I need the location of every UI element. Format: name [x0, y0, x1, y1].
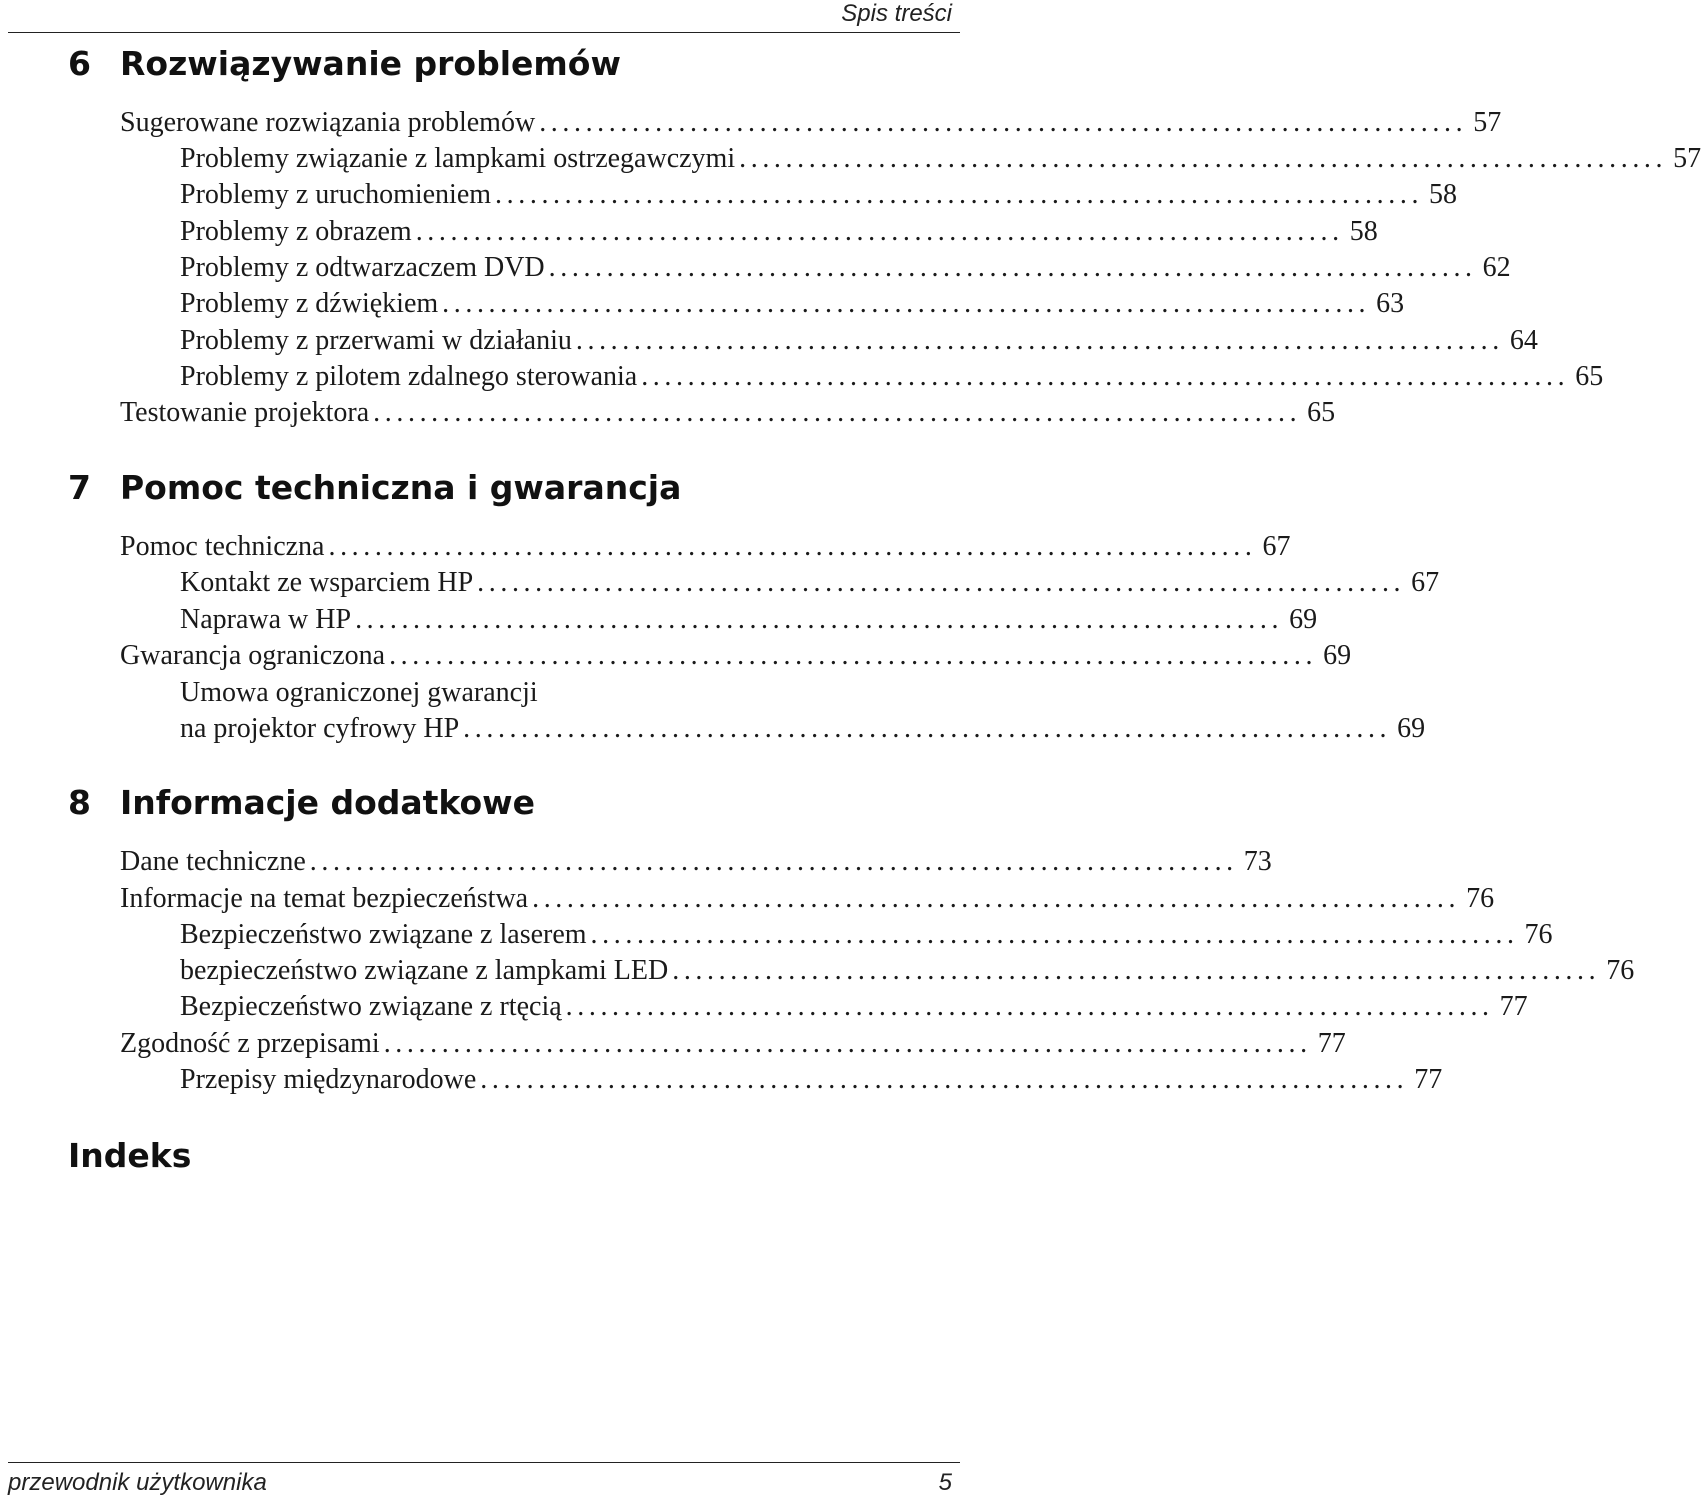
toc-entry-page: 76: [1524, 919, 1553, 950]
dot-leader: ................................................................................: [442, 288, 1371, 319]
toc-entry-title: Problemy z przerwami w działaniu: [180, 325, 572, 356]
dot-leader: ................................................................................: [548, 252, 1477, 283]
toc-entry-page: 67: [1262, 531, 1291, 562]
toc-entry-page: 67: [1411, 567, 1440, 598]
toc-entry-title: na projektor cyfrowy HP: [180, 713, 460, 744]
toc-entry-title: Testowanie projektora: [120, 397, 370, 428]
toc-entry-page: 69: [1323, 640, 1352, 671]
toc-entry-title: Pomoc techniczna: [120, 531, 325, 562]
toc-entry[interactable]: [180, 178, 1458, 212]
toc-entry[interactable]: [180, 1063, 1443, 1097]
toc-entry-title: Przepisy międzynarodowe: [180, 1064, 477, 1095]
toc-entry[interactable]: [120, 639, 1352, 673]
chapter-heading: [68, 783, 535, 823]
toc-entry-page: 63: [1376, 288, 1405, 319]
chapter-title: Rozwiązywanie problemów: [120, 44, 621, 83]
chapter-number: 7: [68, 468, 91, 507]
chapter-number: 6: [68, 44, 91, 83]
toc-entry-page: 62: [1482, 252, 1511, 283]
dot-leader: ................................................................................: [355, 604, 1284, 635]
toc-entry[interactable]: [120, 845, 1272, 879]
dot-leader: ................................................................................: [477, 567, 1406, 598]
toc-entry[interactable]: [180, 324, 1538, 358]
toc-entry-page: 65: [1575, 361, 1604, 392]
toc-entry-title: bezpieczeństwo związane z lampkami LED: [180, 955, 669, 986]
toc-entry[interactable]: [120, 106, 1502, 140]
toc-entry-page: 58: [1429, 179, 1458, 210]
toc-entry-page: 69: [1289, 604, 1318, 635]
dot-leader: ................................................................................: [415, 216, 1344, 247]
footer-document-title: przewodnik użytkownika: [8, 1469, 267, 1496]
toc-entry[interactable]: [180, 287, 1405, 321]
page-footer: [0, 1462, 960, 1502]
dot-leader: ................................................................................: [590, 919, 1519, 950]
dot-leader: ................................................................................: [389, 640, 1318, 671]
toc-entry[interactable]: [180, 990, 1528, 1024]
toc-entry-title: Problemy związanie z lampkami ostrzegawczymi: [180, 143, 736, 174]
toc-entry-title: Problemy z uruchomieniem: [180, 179, 492, 210]
toc-entry[interactable]: [180, 954, 1635, 988]
dot-leader: ................................................................................: [672, 955, 1601, 986]
chapter-title: Pomoc techniczna i gwarancja: [120, 468, 682, 507]
toc-entry-title: Problemy z obrazem: [180, 216, 412, 247]
toc-entry[interactable]: [120, 530, 1291, 564]
toc-entry-page: 57: [1473, 107, 1502, 138]
toc-entry-page: 58: [1349, 216, 1378, 247]
chapter-number: 8: [68, 783, 91, 822]
toc-entry-title: Informacje na temat bezpieczeństwa: [120, 883, 529, 914]
dot-leader: ................................................................................: [480, 1064, 1409, 1095]
toc-entry-title: Zgodność z przepisami: [120, 1028, 380, 1059]
dot-leader: ................................................................................: [739, 143, 1668, 174]
dot-leader: ................................................................................: [383, 1028, 1312, 1059]
toc-entry-page: 65: [1307, 397, 1336, 428]
dot-leader: ................................................................................: [539, 107, 1468, 138]
toc-entry-title: Naprawa w HP: [180, 604, 352, 635]
toc-entry-page: 69: [1397, 713, 1426, 744]
toc-entry-title: Sugerowane rozwiązania problemów: [120, 107, 536, 138]
toc-entry[interactable]: [180, 566, 1440, 600]
dot-leader: ................................................................................: [495, 179, 1424, 210]
dot-leader: ................................................................................: [532, 883, 1461, 914]
toc-entry[interactable]: [180, 918, 1553, 952]
toc-entry[interactable]: [180, 142, 1701, 176]
toc-entry-page: 73: [1243, 846, 1272, 877]
toc-entry-page: 76: [1466, 883, 1495, 914]
index-heading[interactable]: Indeks: [68, 1136, 192, 1175]
toc-entry-title-line1: Umowa ograniczonej gwarancji: [180, 677, 538, 708]
toc-entry[interactable]: [180, 712, 1426, 746]
toc-entry-page: 77: [1414, 1064, 1443, 1095]
footer-page-number: 5: [938, 1469, 952, 1496]
toc-entry-title: Dane techniczne: [120, 846, 306, 877]
dot-leader: ................................................................................: [328, 531, 1257, 562]
running-header: [0, 0, 960, 40]
toc-entry-title: Bezpieczeństwo związane z rtęcią: [180, 991, 562, 1022]
chapter-heading: [68, 468, 681, 508]
toc-entry[interactable]: [180, 603, 1318, 637]
toc-entry-page: 64: [1509, 325, 1538, 356]
toc-entry[interactable]: [120, 882, 1495, 916]
toc-entry-page: 76: [1606, 955, 1635, 986]
dot-leader: ................................................................................: [373, 397, 1302, 428]
dot-leader: ................................................................................: [641, 361, 1570, 392]
toc-entry[interactable]: [180, 215, 1378, 249]
toc-entry[interactable]: [180, 360, 1604, 394]
toc-entry[interactable]: [120, 1027, 1346, 1061]
dot-leader: ................................................................................: [565, 991, 1494, 1022]
footer-rule: [8, 1462, 960, 1463]
dot-leader: ................................................................................: [463, 713, 1392, 744]
running-header-label: Spis treści: [841, 0, 952, 27]
toc-entry[interactable]: [120, 396, 1336, 430]
toc-entry[interactable]: [180, 251, 1511, 285]
toc-entry-title: Problemy z odtwarzaczem DVD: [180, 252, 545, 283]
chapter-title: Informacje dodatkowe: [120, 783, 536, 822]
toc-entry-page: 77: [1499, 991, 1528, 1022]
toc-entry-page: 57: [1673, 143, 1701, 174]
chapter-heading: [68, 44, 621, 84]
toc-entry-title: Gwarancja ograniczona: [120, 640, 386, 671]
dot-leader: ................................................................................: [309, 846, 1238, 877]
toc-entry-title: Problemy z dźwiękiem: [180, 288, 439, 319]
dot-leader: ................................................................................: [575, 325, 1504, 356]
toc-entry-title: Kontakt ze wsparciem HP: [180, 567, 474, 598]
toc-entry-page: 77: [1317, 1028, 1346, 1059]
toc-entry-title: Bezpieczeństwo związane z laserem: [180, 919, 587, 950]
header-rule: [8, 32, 960, 33]
toc-entry-title: Problemy z pilotem zdalnego sterowania: [180, 361, 638, 392]
